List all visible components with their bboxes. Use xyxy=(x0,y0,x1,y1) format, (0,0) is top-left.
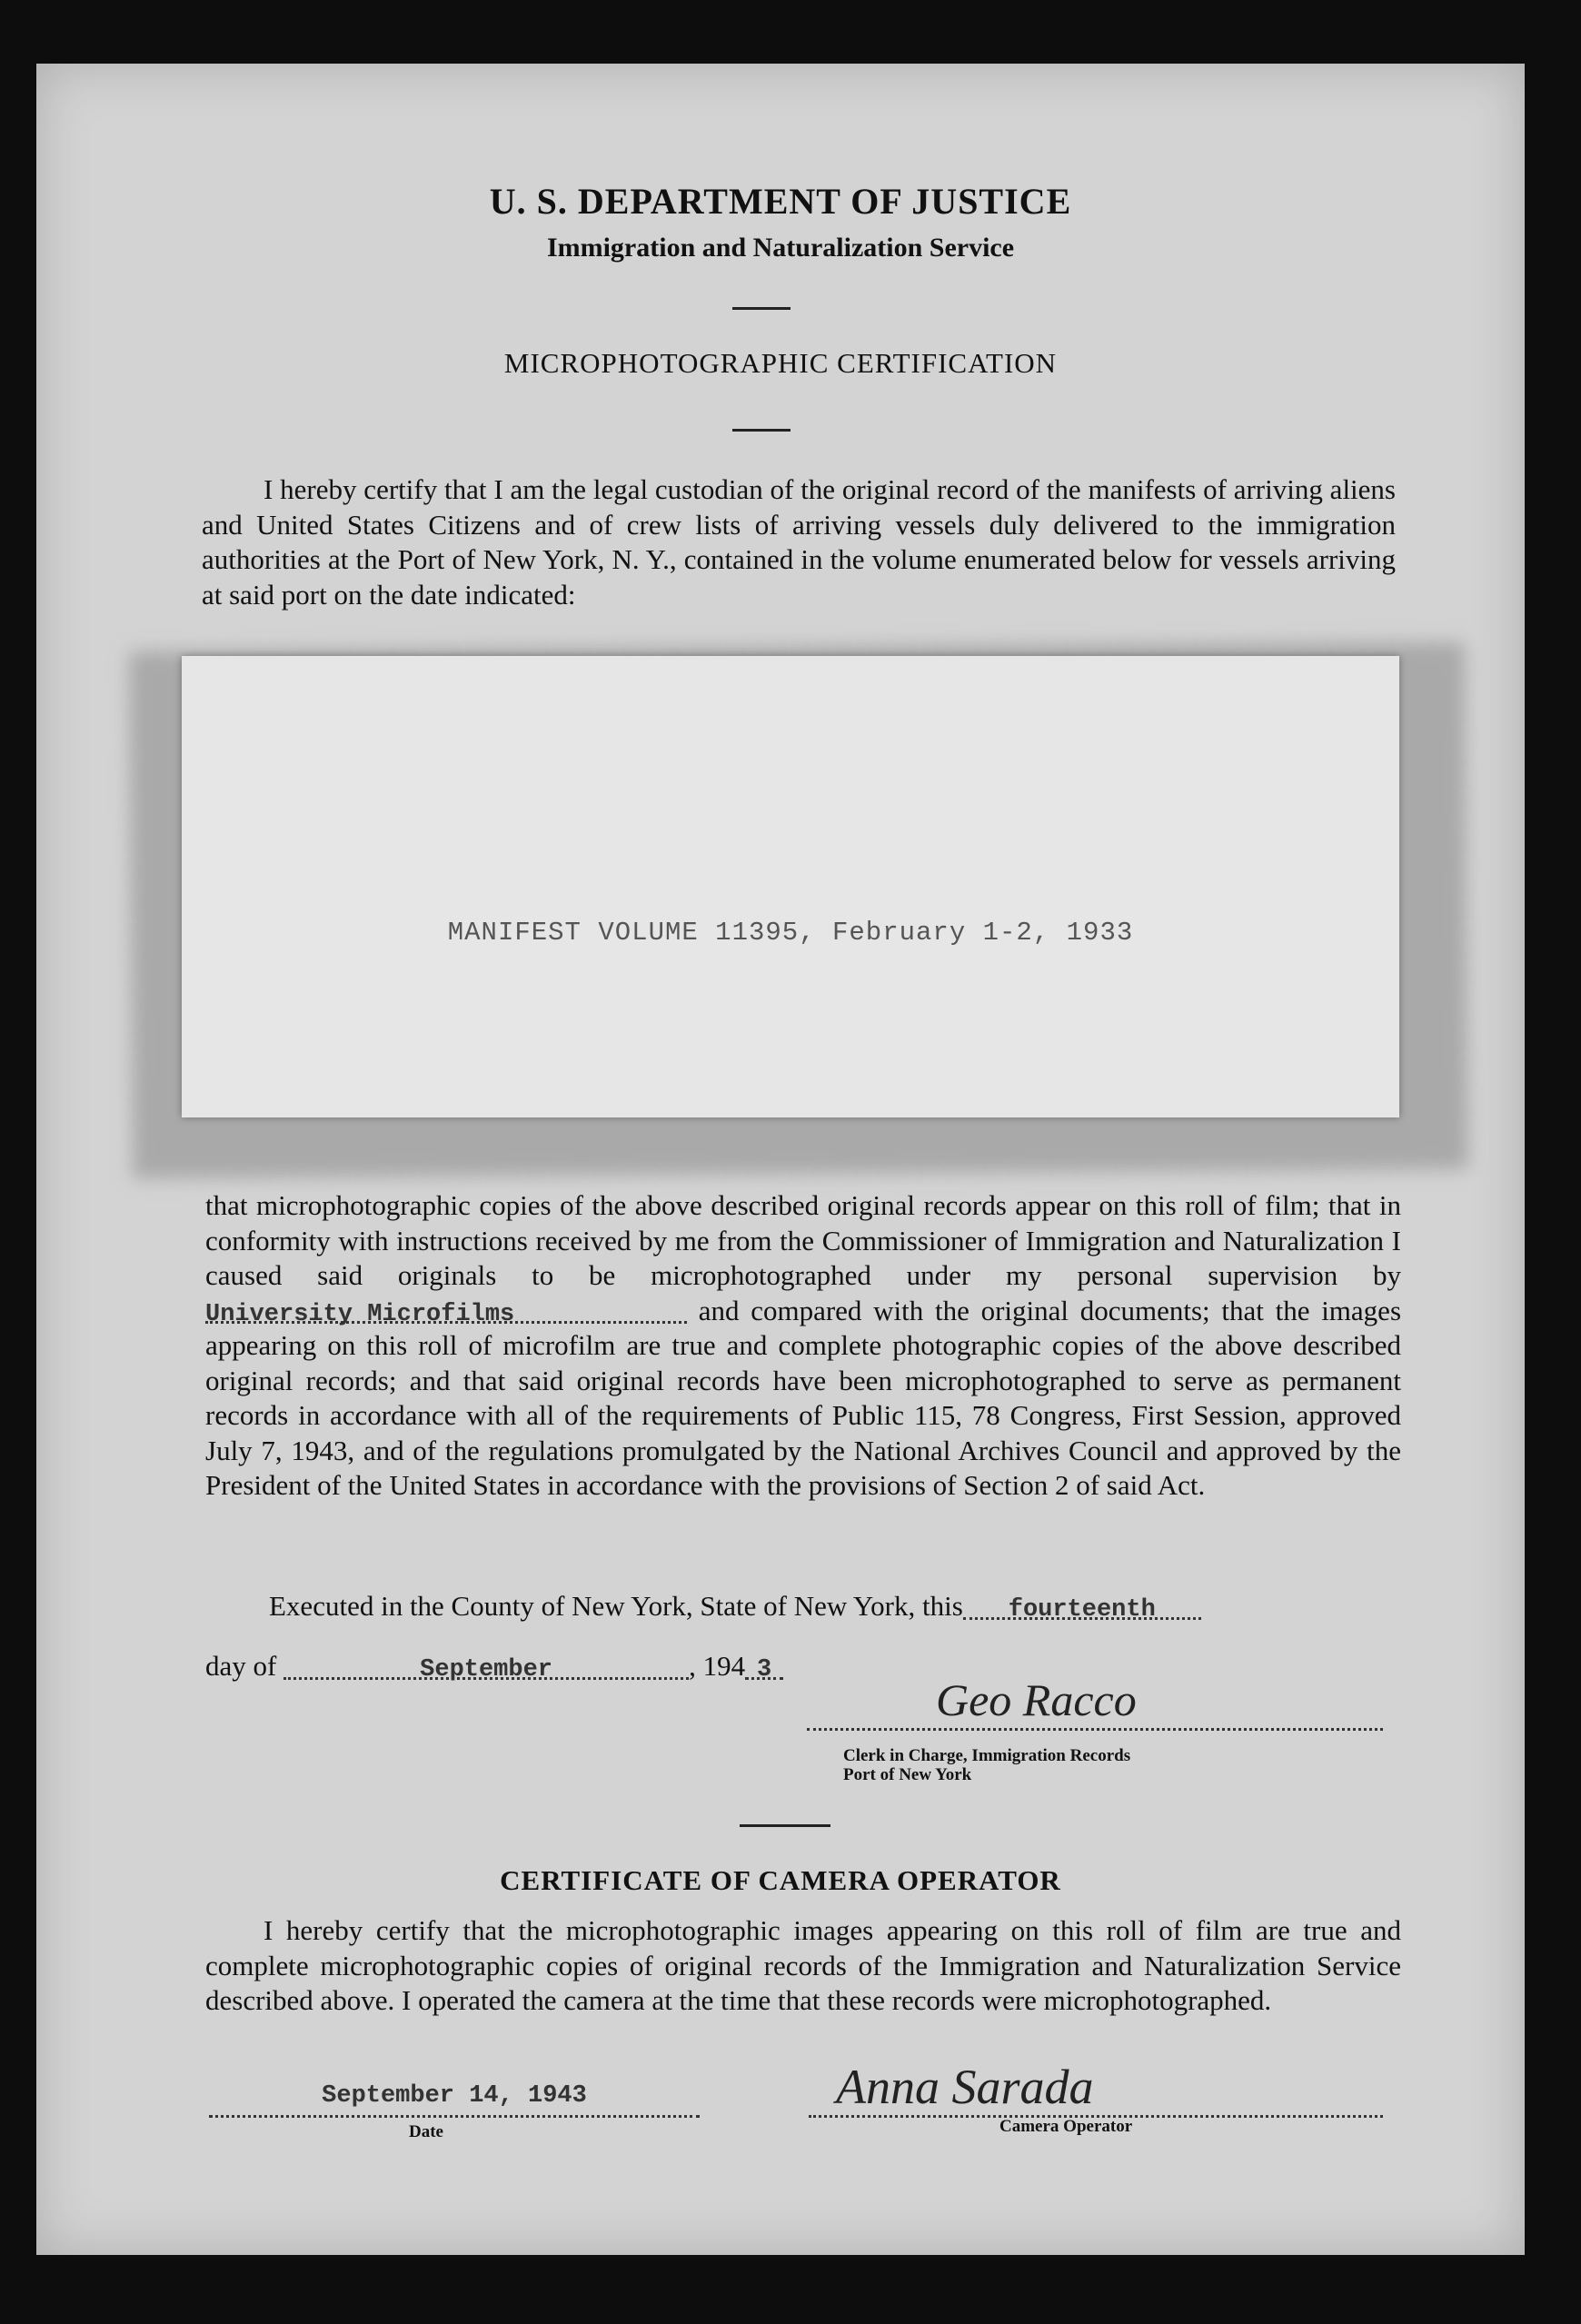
month-field xyxy=(283,1650,689,1683)
body-text-part1: that microphotographic copies of the above described original records appear on this roll of film; that in conformity with instructions received by me from the Commissioner of Immigration and Naturalization I caused said originals to be microphotographed under my personal supervision by xyxy=(205,1189,1401,1291)
date-field xyxy=(209,2082,700,2118)
divider-rule xyxy=(732,307,790,310)
day-value: fourteenth xyxy=(1008,1596,1156,1624)
day-of-label: day of xyxy=(205,1650,277,1682)
month-value: September xyxy=(420,1656,552,1683)
date-value: September 14, 1943 xyxy=(322,2082,587,2110)
year-field xyxy=(745,1650,783,1683)
camera-operator-title: CERTIFICATE OF CAMERA OPERATOR xyxy=(500,1864,1061,1896)
supervisor-value: University Microfilms xyxy=(205,1300,515,1328)
date-label: Date xyxy=(409,2122,443,2141)
supervisor-field xyxy=(205,1294,687,1328)
clerk-title-line1: Clerk in Charge, Immigration Records xyxy=(843,1746,1131,1765)
year-value: 3 xyxy=(756,1656,772,1683)
day-field xyxy=(963,1590,1201,1624)
clerk-title-line2: Port of New York xyxy=(843,1765,972,1784)
camera-operator-paragraph: I hereby certify that the microphotographic images appearing on this roll of film are true and complete microphotographic copies of original records of the Immigration and Naturalization Service described above. I operated the camera at the time that these records were microphotographed. xyxy=(205,1914,1401,2016)
certification-body-paragraph xyxy=(205,1188,1401,1504)
year-prefix: , 194 xyxy=(689,1650,746,1682)
manifest-volume-slip xyxy=(182,656,1399,1117)
camera-operator-label: Camera Operator xyxy=(999,2117,1133,2136)
document-page xyxy=(36,64,1525,2255)
certification-title: MICROPHOTOGRAPHIC CERTIFICATION xyxy=(503,347,1058,379)
department-heading: U. S. DEPARTMENT OF JUSTICE xyxy=(489,181,1072,222)
clerk-signature-line xyxy=(807,1728,1383,1731)
body-text-part2: and compared with the original documents; that the images appearing on this roll of microfilm are true and complete photographic copies of the above described original records; and that said original records have been microphotographed to serve as permanent records in accordance with all of the requirements of Public 115, 78 Congress, First Session, approved July 7, 1943, and of the regulations promulgated by the National Archives Council and approved by the President of the United States in accordance with the provisions of Section 2 of said Act. xyxy=(205,1294,1402,1501)
day-of-line xyxy=(205,1650,783,1683)
divider-rule xyxy=(740,1824,830,1827)
manifest-volume-text: MANIFEST VOLUME 11395, February 1-2, 1933 xyxy=(447,918,1134,948)
executed-prefix: Executed in the County of New York, State of New York, this xyxy=(269,1590,963,1622)
operator-signature: Anna Sarada xyxy=(836,2060,1094,2114)
divider-rule xyxy=(732,429,790,432)
executed-line xyxy=(269,1590,1201,1623)
clerk-signature: Geo Racco xyxy=(936,1674,1137,1725)
custodian-paragraph: I hereby certify that I am the legal custodian of the original record of the manifests of arriving aliens and United States Citizens and of crew lists of arriving vessels duly delivered to the immigration authorities at the Port of New York, N. Y., contained in the volume enumerated below for vessels arriving at said port on the date indicated: xyxy=(202,473,1396,611)
clerk-title-block xyxy=(843,1746,1130,1784)
service-subheading: Immigration and Naturalization Service xyxy=(546,233,1015,263)
